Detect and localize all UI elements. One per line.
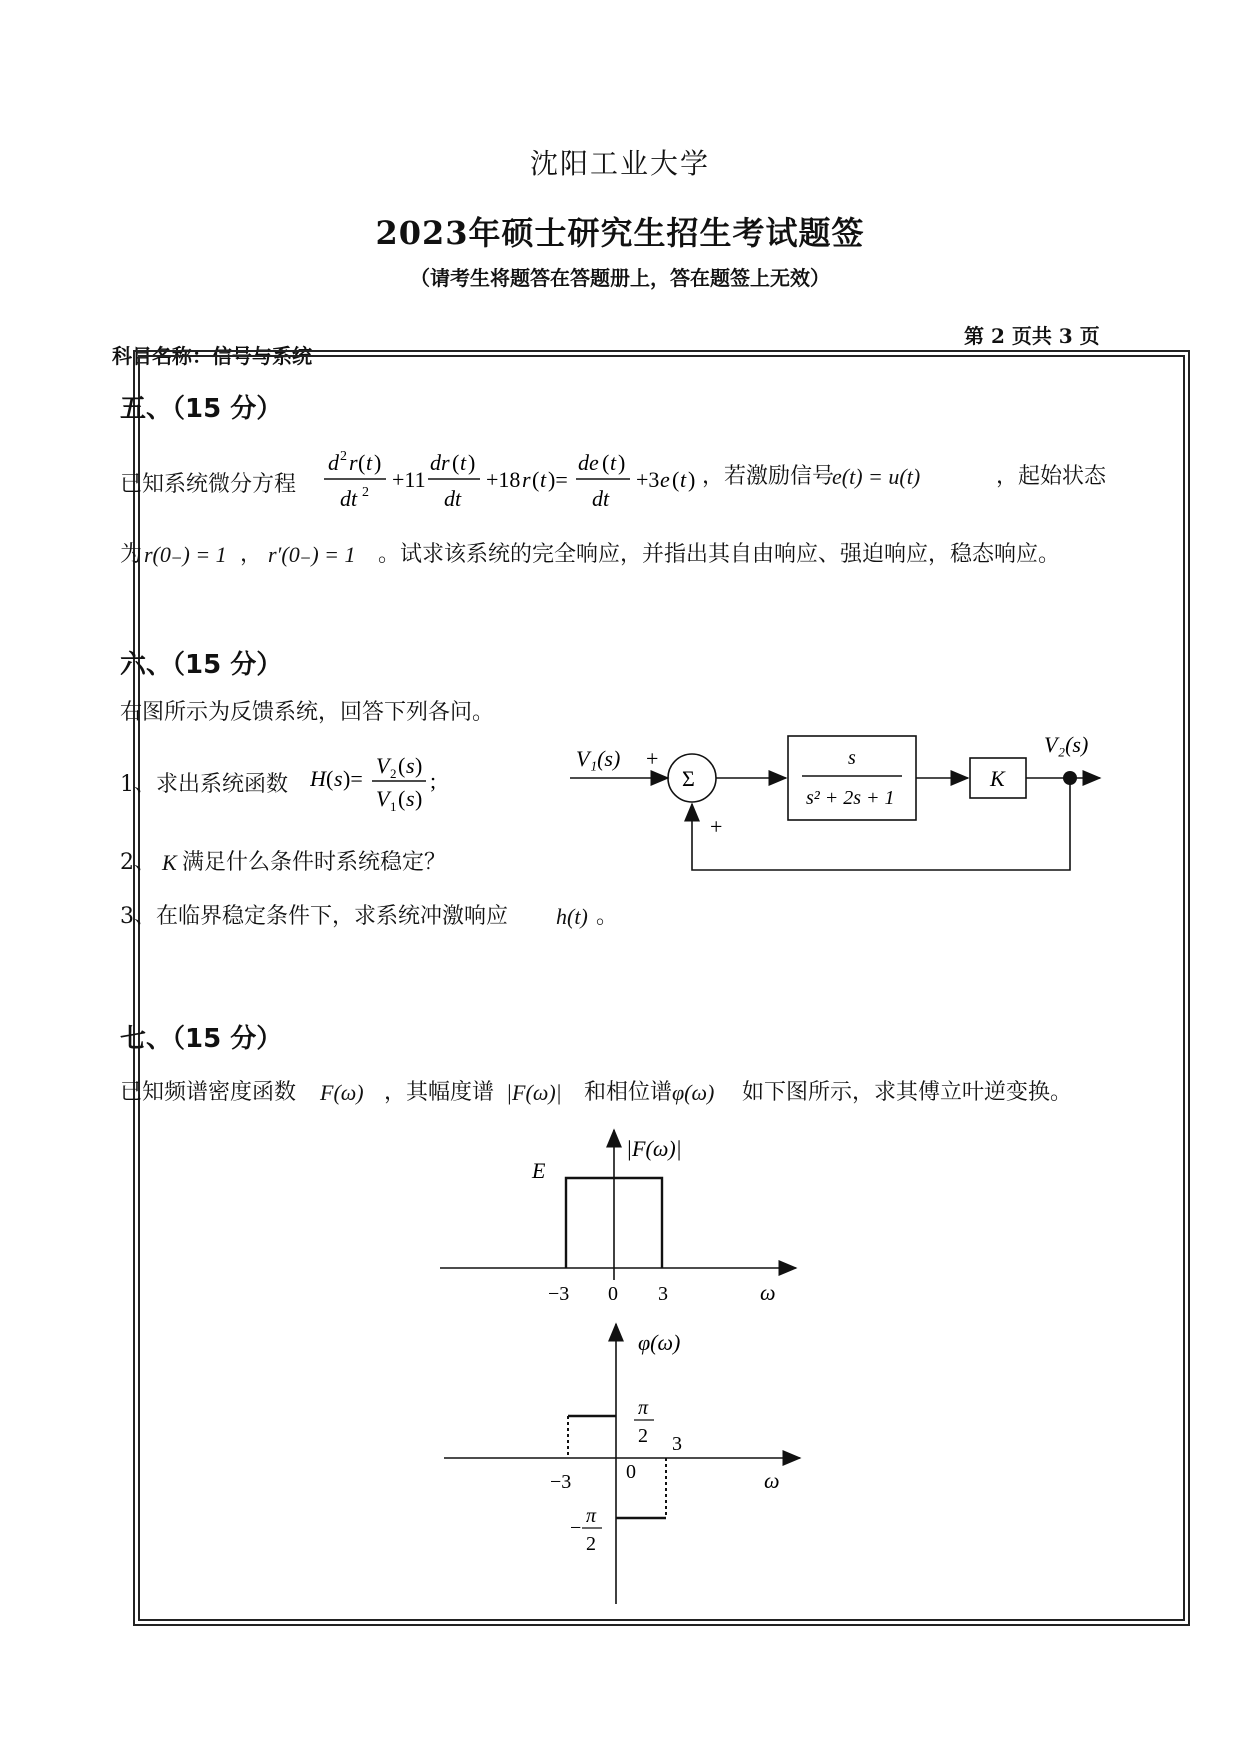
- svg-text:V: V: [376, 753, 390, 778]
- mag-x-label: ω: [760, 1280, 776, 1305]
- svg-text:(: (: [358, 450, 366, 475]
- svg-text:(: (: [398, 786, 406, 811]
- svg-text:2: 2: [362, 485, 369, 500]
- q6-item1-prefix: 1、求出系统函数: [120, 772, 288, 797]
- q6-item2-prefix: 2、: [120, 850, 156, 875]
- q6-item3-prefix: 3、在临界稳定条件下，求系统冲激响应: [120, 904, 508, 929]
- svg-text:2: 2: [340, 449, 347, 464]
- q6-item3-var: h(t): [556, 904, 588, 929]
- svg-text:): ): [415, 786, 423, 811]
- svg-text:(: (: [602, 450, 610, 475]
- q5-line2-prefix: 为: [120, 542, 143, 567]
- svg-text:)=: )=: [548, 467, 568, 492]
- q7-heading: 七、（15 分）: [120, 1024, 283, 1054]
- svg-text:(: (: [672, 467, 680, 492]
- svg-text:): ): [688, 467, 696, 492]
- q6-transfer-function-formula: [310, 748, 470, 818]
- q5-excitation: e(t) = u(t): [832, 464, 921, 489]
- q7-magnitude-plot: [430, 1120, 810, 1320]
- q7-absF: |F(ω)|: [506, 1080, 562, 1105]
- svg-text:+11: +11: [392, 467, 426, 492]
- svg-text:): ): [468, 450, 476, 475]
- svg-text:r: r: [349, 450, 358, 475]
- phase-tick-right: 3: [672, 1433, 682, 1455]
- block-numerator: s: [848, 747, 856, 769]
- svg-text:s: s: [406, 753, 415, 778]
- phase-tick-zero: 0: [626, 1461, 636, 1483]
- mag-y-label: |F(ω)|: [626, 1136, 682, 1161]
- gain-label: K: [990, 766, 1005, 791]
- phase-pos-den: 2: [638, 1425, 648, 1447]
- svg-text:dr: dr: [430, 450, 450, 475]
- svg-text:H: H: [310, 766, 326, 791]
- mag-tick-minus3: −3: [548, 1283, 570, 1305]
- q7-text-a: 已知频谱密度函数: [120, 1080, 297, 1105]
- phase-tick-left: −3: [550, 1471, 572, 1493]
- q7-text-d: 如下图所示，求其傅立叶逆变换。: [742, 1080, 1073, 1105]
- phase-neg-den: 2: [586, 1533, 596, 1555]
- q7-phi: φ(ω): [672, 1080, 715, 1105]
- svg-text:1: 1: [390, 799, 397, 814]
- exam-note: （请考生将题答在答题册上，答在题签上无效）: [410, 266, 830, 290]
- svg-text:t: t: [680, 467, 687, 492]
- svg-text:t: t: [366, 450, 373, 475]
- q5-initial-2: r′(0₋) = 1: [268, 542, 356, 567]
- diagram-output-label: V₂(s): [1044, 732, 1089, 757]
- svg-text:(: (: [398, 753, 406, 778]
- svg-text:s: s: [334, 766, 343, 791]
- exam-title: 2023年硕士研究生招生考试题签: [375, 214, 865, 252]
- diagram-plus-top: +: [646, 746, 659, 771]
- mag-level-label: E: [532, 1158, 546, 1183]
- svg-text:e: e: [660, 467, 670, 492]
- q7-F: F(ω): [320, 1080, 364, 1105]
- mag-tick-3: 3: [658, 1283, 668, 1305]
- q7-text-b: ，其幅度谱: [384, 1080, 495, 1105]
- svg-text:2: 2: [390, 766, 397, 781]
- phase-pos-num: π: [638, 1397, 649, 1419]
- svg-text:d: d: [328, 450, 339, 475]
- svg-text:+18: +18: [486, 467, 521, 492]
- phase-x-label: ω: [764, 1468, 780, 1493]
- q5-line2-suffix: 。试求该系统的完全响应，并指出其自由响应、强迫响应，稳态响应。: [378, 542, 1061, 567]
- svg-text:V: V: [376, 786, 390, 811]
- q6-item2-var: K: [162, 850, 177, 875]
- svg-text:(: (: [532, 467, 540, 492]
- svg-text:): ): [618, 450, 626, 475]
- svg-text:): ): [374, 450, 382, 475]
- phase-y-label: φ(ω): [638, 1330, 681, 1355]
- block-denominator: s² + 2s + 1: [806, 787, 895, 809]
- q5-line1-end: ，起始状态: [996, 464, 1107, 489]
- q5-heading: 五、（15 分）: [120, 394, 283, 424]
- svg-text:r: r: [522, 467, 531, 492]
- svg-text:): ): [415, 753, 423, 778]
- diagram-plus-bottom: +: [710, 814, 723, 839]
- university-name: 沈阳工业大学: [529, 147, 710, 180]
- page-number: 第 2 页共 3 页: [964, 324, 1100, 348]
- svg-text:dt: dt: [340, 486, 358, 511]
- svg-text:)=: )=: [343, 766, 363, 791]
- svg-text:+3: +3: [636, 467, 660, 492]
- q6-intro: 右图所示为反馈系统，回答下列各问。: [120, 700, 495, 725]
- svg-text:(: (: [452, 450, 460, 475]
- q5-sep: ，: [240, 542, 263, 567]
- q5-differential-equation: [322, 442, 752, 522]
- q6-heading: 六、（15 分）: [120, 650, 283, 680]
- phase-neg-num: π: [586, 1505, 597, 1527]
- svg-text:s: s: [406, 786, 415, 811]
- q7-text-c: 和相位谱: [584, 1080, 673, 1105]
- svg-text:t: t: [610, 450, 617, 475]
- svg-text:t: t: [540, 467, 547, 492]
- q6-block-diagram: [560, 720, 1120, 890]
- phase-neg-sign: −: [570, 1517, 582, 1539]
- q5-line1-prefix: 已知系统微分方程: [120, 472, 297, 497]
- svg-text:t: t: [460, 450, 467, 475]
- subject-name: 科目名称：信号与系统: [112, 344, 312, 368]
- q6-item2-suffix: 满足什么条件时系统稳定？: [182, 850, 447, 875]
- q6-item3-suffix: 。: [596, 904, 619, 929]
- svg-text:;: ;: [430, 768, 437, 793]
- q7-phase-plot: [430, 1316, 810, 1616]
- diagram-input-label: V₁(s): [576, 746, 621, 771]
- svg-text:(: (: [326, 766, 334, 791]
- svg-text:dt: dt: [444, 486, 462, 511]
- svg-text:dt: dt: [592, 486, 610, 511]
- q5-line1-suffix: ，若激励信号: [702, 464, 835, 489]
- sum-symbol: Σ: [682, 766, 695, 791]
- q5-initial-1: r(0₋) = 1: [144, 542, 227, 567]
- svg-text:de: de: [578, 450, 599, 475]
- mag-tick-0: 0: [608, 1283, 618, 1305]
